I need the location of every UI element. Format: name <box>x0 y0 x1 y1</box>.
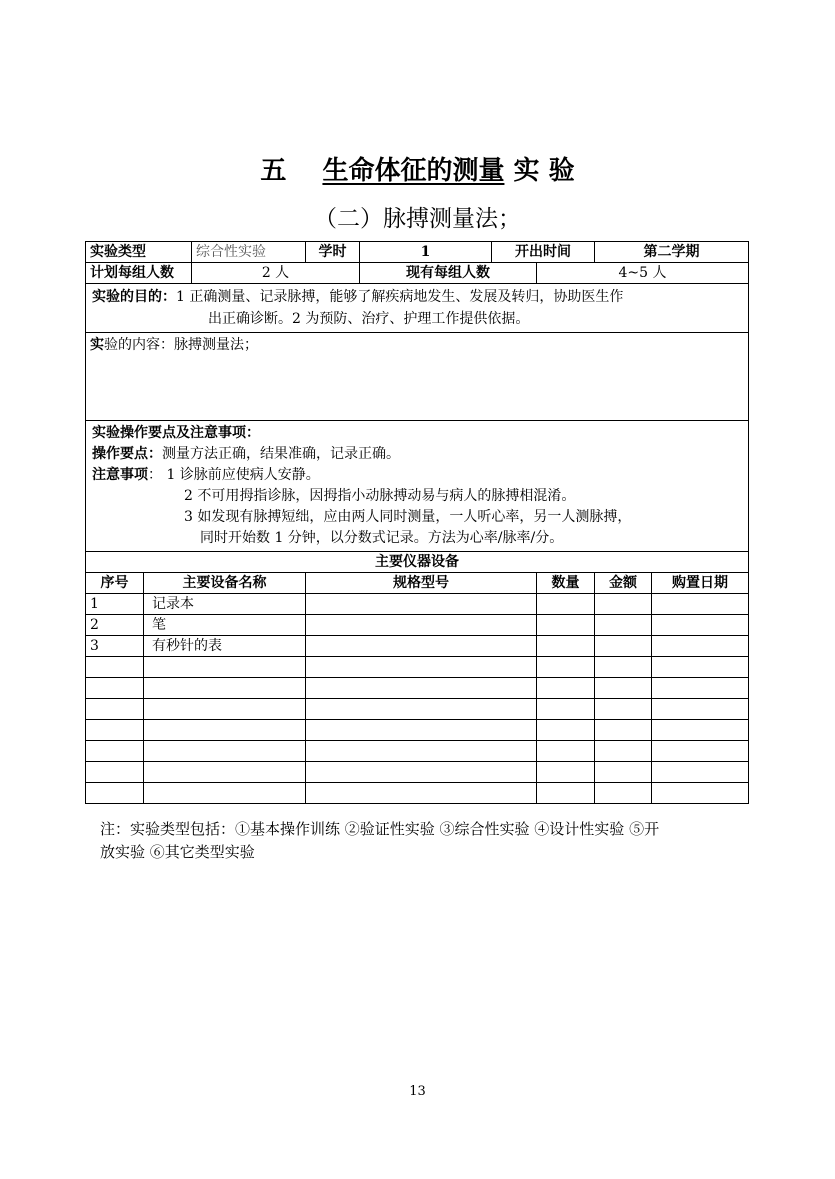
col-header-date: 购置日期 <box>652 573 749 594</box>
attention-item-3b: 同时开始数 1 分钟，以分数式记录。方法为心率/脉率/分。 <box>200 530 564 546</box>
cell-spec <box>306 678 537 699</box>
cell-index: 3 <box>86 636 144 657</box>
purpose-line2: 出正确诊断。2 为预防、治疗、护理工作提供依据。 <box>208 311 530 327</box>
cell-date <box>652 594 749 615</box>
experiment-form-table <box>85 241 749 804</box>
attention-item-1: 1 诊脉前应使病人安静。 <box>166 467 320 483</box>
chapter-title: 生命体征的测量 <box>322 156 505 186</box>
footnote <box>100 818 750 864</box>
cell-index <box>86 720 144 741</box>
cell-index <box>86 657 144 678</box>
cell-index <box>86 678 144 699</box>
cell-qty <box>537 741 595 762</box>
content-value: 脉搏测量法； <box>174 337 258 353</box>
purpose-cell <box>86 284 749 333</box>
cell-date <box>652 783 749 804</box>
table-row <box>86 636 749 657</box>
cell-amount <box>595 657 652 678</box>
table-row <box>86 594 749 615</box>
cell-qty <box>537 678 595 699</box>
cell-spec <box>306 762 537 783</box>
type-value: 综合性实验 <box>192 242 306 263</box>
chapter-suffix: 实 验 <box>513 156 575 186</box>
cell-amount <box>595 699 652 720</box>
cell-date <box>652 657 749 678</box>
cell-spec <box>306 741 537 762</box>
cell-spec <box>306 699 537 720</box>
cell-index: 2 <box>86 615 144 636</box>
table-row <box>86 615 749 636</box>
cell-date <box>652 762 749 783</box>
content-cell <box>86 333 749 421</box>
cell-qty <box>537 615 595 636</box>
purpose-label: 实验的目的： <box>92 289 176 305</box>
cell-amount <box>595 636 652 657</box>
cell-index <box>86 762 144 783</box>
cell-name <box>144 720 306 741</box>
cell-amount <box>595 678 652 699</box>
cell-qty <box>537 657 595 678</box>
plan-value: 2 人 <box>192 263 360 284</box>
hours-label: 学时 <box>306 242 360 263</box>
col-header-amount: 金额 <box>595 573 652 594</box>
cell-name: 有秒针的表 <box>144 636 306 657</box>
cell-amount <box>595 615 652 636</box>
notes-heading: 实验操作要点及注意事项： <box>92 425 260 441</box>
equipment-title: 主要仪器设备 <box>86 552 749 573</box>
table-row <box>86 699 749 720</box>
table-row <box>86 741 749 762</box>
attention-item-2: 2 不可用拇指诊脉，因拇指小动脉搏动易与病人的脉搏相混淆。 <box>184 488 576 504</box>
cell-spec <box>306 657 537 678</box>
col-header-spec: 规格型号 <box>306 573 537 594</box>
current-label: 现有每组人数 <box>360 263 537 284</box>
table-row <box>86 762 749 783</box>
section-subtitle: （二）脉搏测量法； <box>314 206 521 232</box>
cell-qty <box>537 783 595 804</box>
cell-qty <box>537 762 595 783</box>
cell-spec <box>306 594 537 615</box>
cell-name: 记录本 <box>144 594 306 615</box>
cell-amount <box>595 594 652 615</box>
time-label: 开出时间 <box>492 242 595 263</box>
cell-index <box>86 741 144 762</box>
cell-spec <box>306 615 537 636</box>
chapter-number: 五 <box>260 156 287 186</box>
page-heading <box>0 150 835 187</box>
cell-date <box>652 636 749 657</box>
cell-qty <box>537 636 595 657</box>
footnote-line2: 放实验 ⑥其它类型实验 <box>100 843 255 861</box>
cell-qty <box>537 720 595 741</box>
table-row <box>86 678 749 699</box>
col-header-name: 主要设备名称 <box>144 573 306 594</box>
col-header-qty: 数量 <box>537 573 595 594</box>
cell-name <box>144 657 306 678</box>
cell-date <box>652 615 749 636</box>
cell-date <box>652 678 749 699</box>
cell-name <box>144 699 306 720</box>
footnote-line1: 注：实验类型包括：①基本操作训练 ②验证性实验 ③综合性实验 ④设计性实验 ⑤开 <box>100 820 660 838</box>
cell-name <box>144 762 306 783</box>
purpose-line1: 1 正确测量、记录脉搏，能够了解疾病地发生、发展及转归，协助医生作 <box>176 289 624 305</box>
cell-spec <box>306 720 537 741</box>
cell-name: 笔 <box>144 615 306 636</box>
cell-index: 1 <box>86 594 144 615</box>
table-row <box>86 657 749 678</box>
page-number: 13 <box>409 1084 426 1099</box>
cell-amount <box>595 783 652 804</box>
cell-name <box>144 783 306 804</box>
cell-date <box>652 720 749 741</box>
cell-amount <box>595 741 652 762</box>
points-text: 测量方法正确，结果准确，记录正确。 <box>162 446 400 462</box>
attention-label: 注意事项 <box>92 467 148 483</box>
cell-spec <box>306 783 537 804</box>
cell-name <box>144 678 306 699</box>
col-header-index: 序号 <box>86 573 144 594</box>
points-label: 操作要点： <box>92 446 162 462</box>
cell-index <box>86 783 144 804</box>
notes-cell <box>86 421 749 552</box>
cell-index <box>86 699 144 720</box>
cell-spec <box>306 636 537 657</box>
cell-date <box>652 699 749 720</box>
cell-amount <box>595 762 652 783</box>
hours-value: 1 <box>360 242 492 263</box>
cell-qty <box>537 594 595 615</box>
table-row <box>86 783 749 804</box>
current-value: 4~5 人 <box>537 263 749 284</box>
content-label-bold: 实 <box>90 337 104 353</box>
attention-sep: ： <box>148 467 162 483</box>
attention-item-3a: 3 如发现有脉搏短绌，应由两人同时测量，一人听心率，另一人测脉搏， <box>184 509 632 525</box>
table-row <box>86 720 749 741</box>
time-value: 第二学期 <box>595 242 749 263</box>
cell-qty <box>537 699 595 720</box>
cell-date <box>652 741 749 762</box>
cell-amount <box>595 720 652 741</box>
plan-label: 计划每组人数 <box>86 263 192 284</box>
content-label: 验的内容： <box>104 337 174 353</box>
cell-name <box>144 741 306 762</box>
type-label: 实验类型 <box>86 242 192 263</box>
